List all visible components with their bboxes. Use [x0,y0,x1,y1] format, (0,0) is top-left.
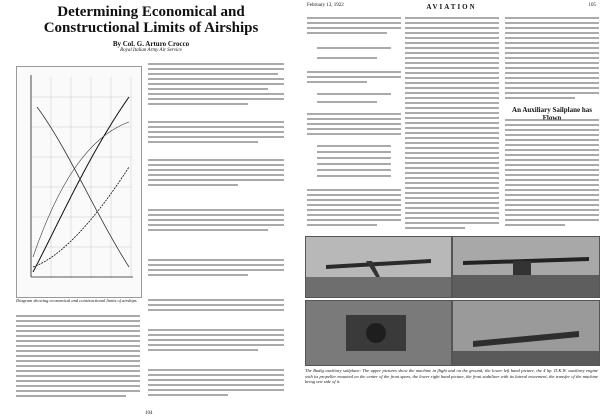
text-lines-left-col2 [148,60,284,400]
article-title: Determining Economical and Constructional Limits of Airships [43,4,259,36]
text-lines-left-col1 [16,312,140,402]
left-column-2-text [148,60,284,400]
article-byline: By Col. G. Arturo Crocco [112,40,190,48]
photo-sailplane-flight [305,236,452,298]
running-title: AVIATION [426,3,477,11]
text-lines-right-col2 [405,14,499,232]
photo-sailplane-flight-svg [306,237,451,297]
left-intro-text [16,56,140,64]
section-heading: An Auxiliary Sailplane has Flown [512,106,592,122]
right-column-1-text [307,14,401,232]
diagram-caption: Diagram showing economical and constructional limits of airships [16,298,137,303]
right-column-2-text [405,14,499,232]
limits-diagram-svg [17,67,141,297]
photo-stabilizer-svg [453,301,599,365]
limits-diagram [16,66,142,298]
issue-date: February 13, 1922 [307,3,344,8]
right-page [301,0,602,420]
right-page-number: 105 [588,3,596,8]
photo-stabilizer [452,300,600,366]
article-affiliation: Royal Italian Army Air Service [120,48,182,53]
photo-engine-svg [306,301,451,365]
right-column-3-text-bottom [505,116,599,232]
photo-sailplane-ground-svg [453,237,599,297]
text-lines-right-col3-top [505,14,599,102]
left-page-number: 104 [145,411,153,416]
right-column-3-text-top [505,14,599,102]
text-lines-right-col3-bottom [505,116,599,232]
photo-sailplane-ground [452,236,600,298]
photo-engine [305,300,452,366]
text-lines-right-col1 [307,14,401,232]
photo-caption: The Budig auxiliary sailplane: The upper pictures show the machine in flight and on the ground; the lower left hand picture, the 4 hp. D.K.W. auxiliary engine with its propeller mounted on the center of the front spars, the lower right hand picture, the front stabilizer with its lateral movement, the transfer of the machine being one side of it. [305,368,598,384]
left-column-1-text-below [16,312,140,402]
